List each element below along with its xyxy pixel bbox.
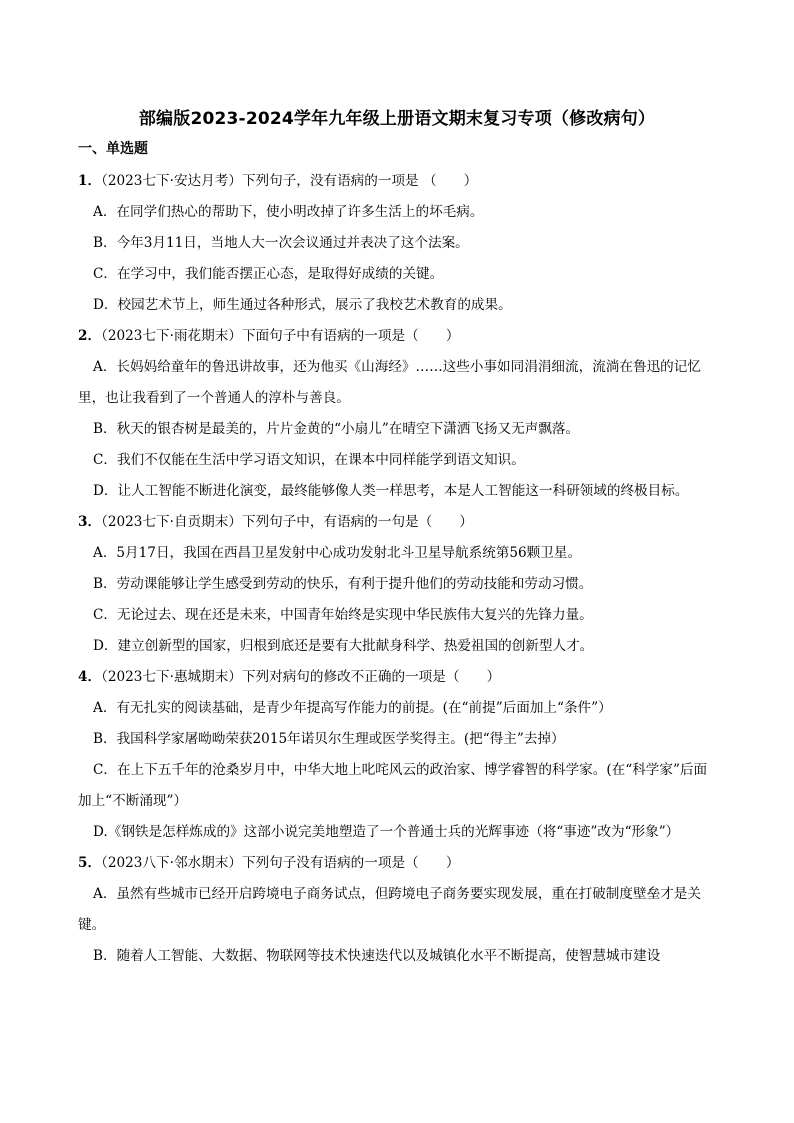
option-c: C．我们不仅能在生活中学习语文知识，在课本中同样能学到语文知识。 bbox=[93, 452, 525, 468]
question-stem bbox=[78, 321, 712, 352]
question-text: 下列对病句的修改不正确的一项是（ ） bbox=[241, 669, 501, 685]
question-stem bbox=[78, 507, 712, 538]
question-number: 2． bbox=[78, 328, 102, 344]
option-d: D．校园艺术节上，师生通过各种形式，展示了我校艺术教育的成果。 bbox=[93, 297, 512, 313]
section-heading: 一、单选题 bbox=[78, 141, 148, 157]
question-source: （2023七下·雨花期末） bbox=[101, 328, 242, 344]
option-a: A．5月17日，我国在西昌卫星发射中心成功发射北斗卫星导航系统第56颗卫星。 bbox=[93, 545, 582, 561]
question-stem bbox=[78, 166, 712, 197]
question-text: 下面句子中有语病的一项是（ ） bbox=[241, 328, 460, 344]
option-c: C．在学习中，我们能否摆正心态，是取得好成绩的关键。 bbox=[93, 266, 444, 282]
option-b: B．秋天的银杏树是最美的，片片金黄的“小扇儿”在晴空下潇洒飞扬又无声飘落。 bbox=[93, 421, 580, 437]
question-4 bbox=[78, 662, 712, 848]
option-d: D.《钢铁是怎样炼成的》这部小说完美地塑造了一个普通士兵的光辉事迹（将“事迹”改为“形象”） bbox=[93, 824, 680, 840]
option-c: C．在上下五千年的沧桑岁月中，中华大地上叱咤风云的政治家、博学睿智的科学家。(在“科学家”后面加上“不断涌现”） bbox=[78, 762, 708, 809]
option-d: D．建立创新型的国家，归根到底还是要有大批献身科学、热爱祖国的创新型人才。 bbox=[93, 638, 594, 654]
option-d: D．让人工智能不断进化演变，最终能够像人类一样思考，本是人工智能这一科研领域的终极目标。 bbox=[93, 483, 689, 499]
question-list bbox=[78, 166, 712, 972]
question-number: 4． bbox=[78, 669, 102, 685]
question-text: 下列句子没有语病的一项是（ ） bbox=[241, 855, 460, 871]
question-source: （2023七下·安达月考） bbox=[101, 173, 242, 189]
question-stem bbox=[78, 662, 712, 693]
option-b: B．我国科学家屠呦呦荣获2015年诺贝尔生理或医学奖得主。(把“得主”去掉） bbox=[93, 731, 565, 747]
question-number: 1． bbox=[78, 173, 102, 189]
question-number: 5． bbox=[78, 855, 102, 871]
option-b: B．今年3月11日，当地人大一次会议通过并表决了这个法案。 bbox=[93, 235, 469, 251]
question-source: （2023七下·惠城期末） bbox=[101, 669, 242, 685]
question-text: 下列句子中，有语病的一句是（ ） bbox=[241, 514, 474, 530]
option-a: A．在同学们热心的帮助下，使小明改掉了许多生活上的坏毛病。 bbox=[93, 204, 484, 220]
option-a: A．虽然有些城市已经开启跨境电子商务试点，但跨境电子商务要实现发展，重在打破制度壁垒才是关键。 bbox=[78, 886, 701, 933]
question-text: 下列句子，没有语病的一项是 （ ） bbox=[241, 173, 478, 189]
option-b: B．随着人工智能、大数据、物联网等技术快速迭代以及城镇化水平不断提高，使智慧城市建设 bbox=[93, 948, 661, 964]
question-2 bbox=[78, 321, 712, 507]
question-5 bbox=[78, 848, 712, 972]
question-source: （2023七下·自贡期末） bbox=[101, 514, 242, 530]
option-a: A．有无扎实的阅读基础，是青少年提高写作能力的前提。(在“前提”后面加上“条件”） bbox=[93, 700, 612, 716]
question-number: 3． bbox=[78, 514, 102, 530]
question-1 bbox=[78, 166, 712, 321]
question-source: （2023八下·邻水期末） bbox=[101, 855, 242, 871]
question-3 bbox=[78, 507, 712, 662]
option-c: C．无论过去、现在还是未来，中国青年始终是实现中华民族伟大复兴的先锋力量。 bbox=[93, 607, 593, 623]
option-a: A．长妈妈给童年的鲁迅讲故事，还为他买《山海经》……这些小事如同涓涓细流，流淌在鲁迅的记忆里，也让我看到了一个普通人的淳朴与善良。 bbox=[78, 359, 701, 406]
option-b: B．劳动课能够让学生感受到劳动的快乐，有利于提升他们的劳动技能和劳动习惯。 bbox=[93, 576, 593, 592]
question-stem bbox=[78, 848, 712, 879]
page-title: 部编版2023-2024学年九年级上册语文期末复习专项（修改病句） bbox=[138, 109, 656, 129]
